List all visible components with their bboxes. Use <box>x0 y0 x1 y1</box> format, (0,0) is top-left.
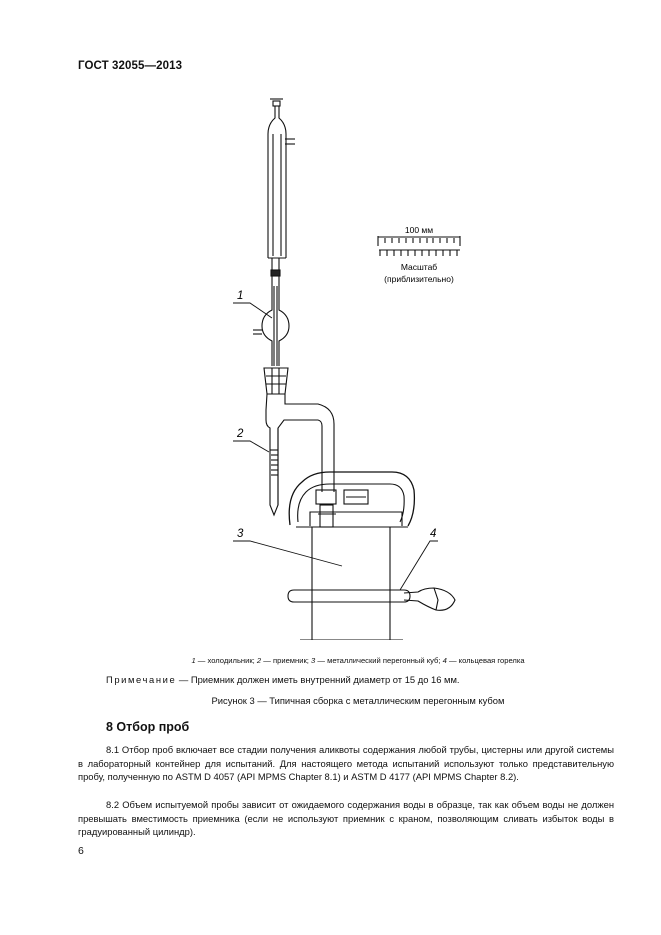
legend-dash-1: — <box>197 656 206 665</box>
figure-legend <box>78 656 638 665</box>
legend-text-1: холодильник; <box>207 656 255 665</box>
figure-note <box>106 674 460 685</box>
legend-text-4: кольцевая горелка <box>458 656 525 665</box>
receiver-drawing <box>264 368 334 515</box>
paragraph-text: 8.1 Отбор проб включает все стадии получения аликвоты содержания любой трубы, цистерны или другой системы в лабораторный контейнер для испытаний. Для настоящего метода испытаний используют только представительную пробу, полученную по ASTM D 4057 (API MPMS Chapter 8.1) и ASTM D 4177 (API MPMS Chapter 8.2). <box>78 744 614 783</box>
legend-num-1: 1 <box>191 656 196 665</box>
metal-still-drawing <box>289 472 414 640</box>
callout-2: 2 <box>237 428 244 440</box>
paragraph-8-2 <box>78 798 614 839</box>
ring-burner-drawing <box>288 588 455 610</box>
figure-caption: Рисунок 3 — Типичная сборка с металлическим перегонным кубом <box>211 695 505 706</box>
legend-text-2: приемник; <box>273 656 309 665</box>
section-title: 8 Отбор проб <box>106 720 190 734</box>
callout-4: 4 <box>430 528 437 540</box>
callout-leaders <box>233 303 438 590</box>
scale-bar-drawing <box>378 236 460 256</box>
scale-length-label: 100 мм <box>404 225 434 235</box>
condenser-drawing <box>253 99 295 366</box>
note-text: — Приемник должен иметь внутренний диаметр от 15 до 16 мм. <box>176 674 460 685</box>
scale-title: Масштаб <box>400 262 438 272</box>
scale-subtitle: (приблизительно) <box>384 274 454 284</box>
note-label: Примечание <box>106 674 177 685</box>
legend-dash-2: — <box>263 656 271 665</box>
page-number: 6 <box>78 845 84 857</box>
paragraph-text: 8.2 Объем испытуемой пробы зависит от ожидаемого содержания воды в образце, так как объем воды не должен превышать вместимость приемника (если не используют приемник с краном, позволяющим сливать избыток воды в градуированный цилиндр). <box>78 799 614 838</box>
paragraph-8-1 <box>78 743 614 784</box>
legend-num-4: 4 <box>442 656 447 665</box>
legend-text-3: металлический перегонный куб; <box>327 656 441 665</box>
document-header: ГОСТ 32055—2013 <box>78 60 183 72</box>
callout-3: 3 <box>237 528 244 540</box>
legend-dash-3: — <box>317 656 325 665</box>
callout-1: 1 <box>237 290 244 302</box>
legend-num-2: 2 <box>256 656 262 665</box>
legend-num-3: 3 <box>311 656 316 665</box>
legend-dash-4: — <box>448 656 457 665</box>
